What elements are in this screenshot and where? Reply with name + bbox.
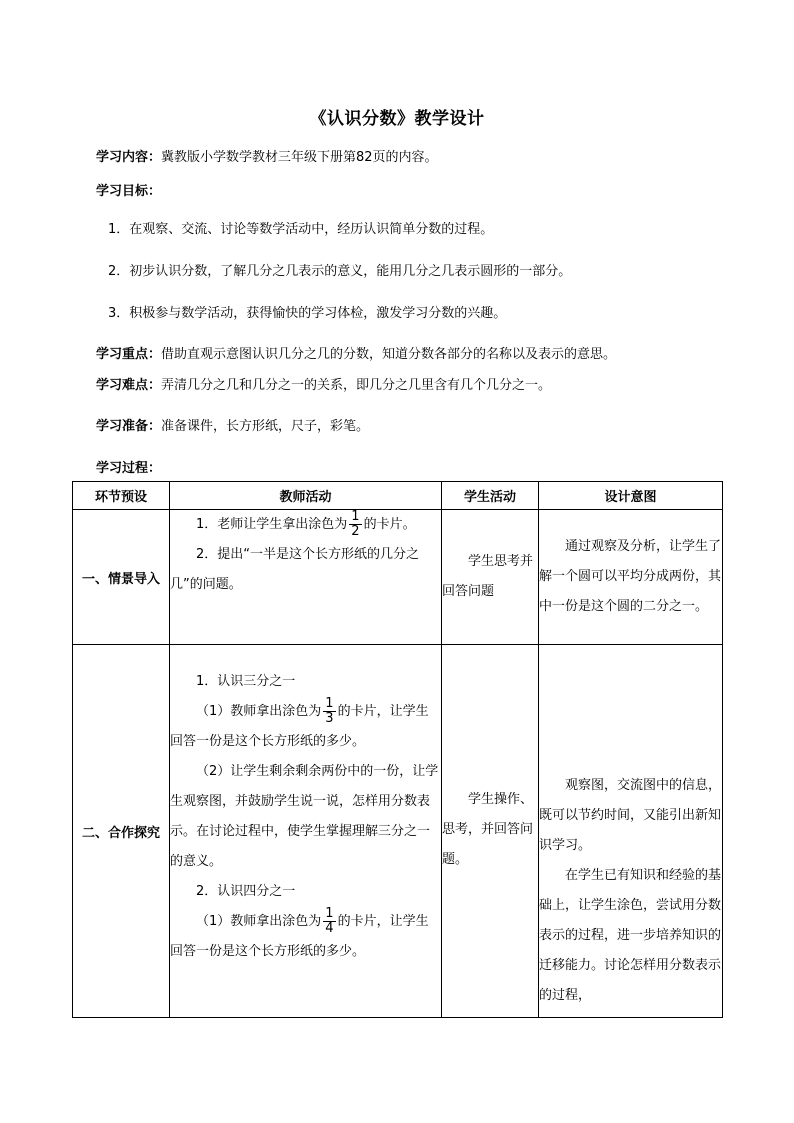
- student-activity-text: 学生操作、思考，并回答问题。: [442, 792, 534, 867]
- design-purpose-cell: [539, 645, 723, 1018]
- teacher-step: 2．提出“一半是这个长方形纸的几分之几”的问题。: [170, 547, 420, 592]
- lesson-plan-table: [72, 481, 723, 1018]
- fraction-numerator: 1: [325, 906, 334, 921]
- key-point-text: 借助直观示意图认识几分之几的分数，知道分数各部分的名称以及表示的意思。: [161, 347, 617, 362]
- objectives-label: 学习目标：: [96, 184, 162, 199]
- stage-cell: 一、情景导入: [73, 510, 170, 645]
- difficulty-label: 学习难点：: [96, 378, 162, 393]
- fraction-denominator: 2: [351, 524, 360, 539]
- column-header: 设计意图: [539, 482, 723, 510]
- teacher-activity-cell: [170, 510, 442, 645]
- teacher-step: 2．认识四分之一: [196, 884, 296, 899]
- design-purpose-text: 通过观察及分析，让学生了解一个圆可以平均分成两份，其中一份是这个圆的二分之一。: [539, 539, 722, 614]
- fraction-denominator: 3: [325, 711, 334, 726]
- column-header: 教师活动: [170, 482, 442, 510]
- teacher-activity-cell: [170, 645, 442, 1018]
- teacher-step: [170, 697, 441, 757]
- fraction-numerator: 1: [325, 696, 334, 711]
- learning-content-label: 学习内容：: [96, 150, 162, 165]
- design-purpose-text: 在学生已有知识和经验的基础上，让学生涂色，尝试用分数表示的过程，进一步培养知识的迁移能力。讨论怎样用分数表示的过程，: [539, 868, 722, 1003]
- teacher-step-text: 1．老师让学生拿出涂色为: [196, 517, 348, 532]
- stage-cell: 二、合作探究: [73, 645, 170, 1018]
- student-activity-cell: [442, 645, 539, 1018]
- teacher-step-text: （1）教师拿出涂色为: [196, 914, 322, 929]
- teacher-step-text: 的卡片，让学生回答一份是这个长方形纸的多少。: [170, 914, 429, 959]
- teacher-step: （2）让学生剩余剩余两份中的一份，让学生观察图，并鼓励学生说一说，怎样用分数表示。在讨论过程中，使学生掌握理解三分之一的意义。: [170, 764, 439, 869]
- teacher-step-text: （1）教师拿出涂色为: [196, 704, 322, 719]
- table-row: [73, 510, 723, 645]
- student-activity-cell: [442, 510, 539, 645]
- teacher-step: [170, 907, 441, 967]
- difficulty: [96, 374, 551, 393]
- page-title: 《认识分数》教学设计: [309, 109, 485, 129]
- teacher-step: [170, 510, 441, 540]
- teacher-step-text: 的卡片。: [363, 517, 416, 532]
- process-heading: [96, 457, 161, 476]
- table-row: [73, 645, 723, 1018]
- learning-content: [96, 146, 438, 165]
- key-point: [96, 343, 616, 362]
- design-purpose-text: 观察图，交流图中的信息，既可以节约时间，又能引出新知识学习。: [539, 778, 722, 853]
- objective-item: 2．初步认识分数，了解几分之几表示的意义，能用几分之几表示圆形的一部分。: [108, 264, 572, 279]
- table-header-row: [73, 482, 723, 510]
- fraction-numerator: 1: [351, 509, 360, 524]
- key-point-label: 学习重点：: [96, 347, 162, 362]
- student-activity-text: 学生思考并回答问题: [442, 554, 534, 599]
- process-label: 学习过程：: [96, 461, 162, 476]
- preparation: [96, 415, 369, 434]
- objective-item: 3．积极参与数学活动，获得愉快的学习体检，激发学习分数的兴趣。: [108, 306, 507, 321]
- objective-item: 1．在观察、交流、讨论等数学活动中，经历认识简单分数的过程。: [108, 222, 494, 237]
- fraction-denominator: 4: [325, 921, 334, 936]
- difficulty-text: 弄清几分之几和几分之一的关系，即几分之几里含有几个几分之一。: [161, 378, 552, 393]
- design-purpose-cell: [539, 510, 723, 645]
- fraction: [323, 907, 335, 936]
- fraction: [323, 697, 335, 726]
- column-header: 环节预设: [73, 482, 170, 510]
- column-header: 学生活动: [442, 482, 539, 510]
- learning-content-text: 冀教版小学数学教材三年级下册第82页的内容。: [161, 150, 438, 165]
- preparation-label: 学习准备：: [96, 419, 162, 434]
- fraction: [349, 510, 361, 539]
- teacher-step: 1．认识三分之一: [196, 674, 296, 689]
- preparation-text: 准备课件，长方形纸，尺子，彩笔。: [161, 419, 370, 434]
- teacher-step-text: 的卡片，让学生回答一份是这个长方形纸的多少。: [170, 704, 429, 749]
- objectives-heading: [96, 180, 161, 199]
